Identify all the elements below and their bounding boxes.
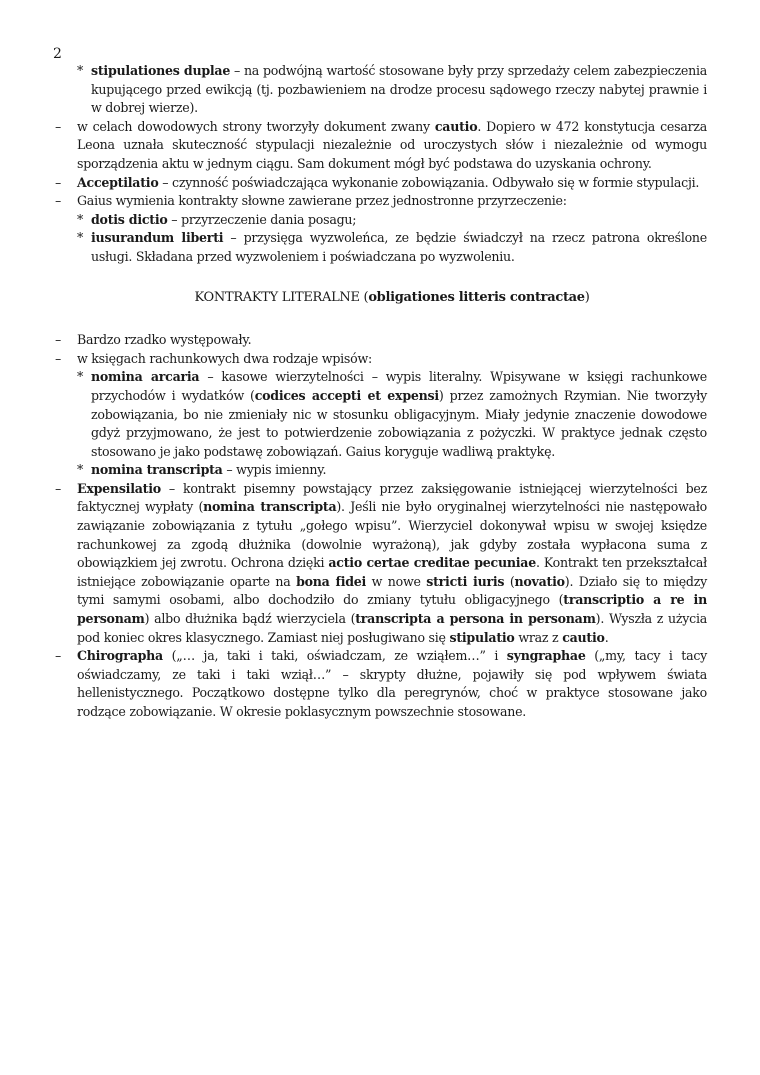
bold-term: obligationes litteris contractae bbox=[368, 289, 585, 305]
bold-term: codices accepti et expensi bbox=[254, 387, 439, 403]
bold-term: nomina transcripta bbox=[91, 462, 223, 478]
paragraph-text bbox=[91, 229, 707, 266]
bold-term: Acceptilatio bbox=[77, 174, 159, 190]
section-heading bbox=[55, 289, 707, 308]
paragraph-text bbox=[91, 368, 707, 461]
paragraph-text bbox=[77, 331, 707, 350]
text-run: ). Wyszła z użycia pod koniec okres klasycznego. Zamiast niej posługiwano się bbox=[77, 611, 708, 645]
dash-list-item bbox=[55, 647, 707, 721]
paragraph-text bbox=[77, 192, 707, 211]
sub-list-item bbox=[55, 368, 707, 461]
text-run: – przysięga wyzwoleńca, ze będzie świadczył na rzecz patrona określone usługi. Składana przed wyzwoleniem i poświadczana po wyzwoleniu. bbox=[91, 230, 707, 264]
asterisk-bullet: * bbox=[77, 369, 84, 385]
text-run: Gaius wymienia kontrakty słowne zawierane przez jednostronne przyrzeczenie: bbox=[77, 193, 567, 209]
text-run: ) przez zamożnych Rzymian. Nie tworzyły zobowiązania, bo nie zmieniały nic w stosunku obligacyjnym. Miały jedynie znaczenie dowodowe gdyż przyjmowano, że jest to potwierdzenie zobowiązania z pożyczki. W praktyce jednak często stosowano je jako podstawę zobowiązań. Gaius koryguje wadliwą praktykę. bbox=[91, 387, 707, 459]
dash-list-item bbox=[55, 192, 707, 211]
bold-term: stipulatio bbox=[449, 629, 515, 645]
text-run: ). Działo się to między tymi samymi osobami, albo dochodziło do zmiany tytułu obligacyjnego ( bbox=[77, 573, 707, 608]
text-run: ( bbox=[504, 573, 515, 589]
text-run: Bardzo rzadko występowały. bbox=[77, 332, 252, 348]
text-run: ). Jeśli nie było oryginalnej wierzytelności nie następowało zawiązanie zobowiązania z tytułu „gołego wpisu”. Wierzyciel dokonywał wpisu w swojej księdze rachunkowej za zgodą dłużnika (dowolnie wyrażoną), jak gdyby została wypłacona suma z obowiązkiem jej zwrotu. Ochrona dzięki bbox=[77, 499, 707, 571]
document-body bbox=[55, 62, 707, 722]
bold-term: Expensilatio bbox=[77, 480, 161, 496]
sub-list-item bbox=[55, 62, 707, 118]
text-run: ) bbox=[584, 289, 590, 305]
text-run: ) albo dłużnika bądź wierzyciela ( bbox=[144, 611, 356, 627]
dash-bullet: – bbox=[55, 193, 62, 209]
text-run: . Dopiero w 472 konstytucja cesarza Leona uznała skuteczność stypulacji niezależnie od uroczystych słów i niezależnie od wymogu sporządzenia aktu w jednym ciągu. Sam dokument mógł być podstawa do uzyskania ochrony. bbox=[77, 118, 707, 171]
dash-list-item bbox=[55, 118, 707, 174]
paragraph-text bbox=[91, 211, 707, 230]
text-run: . Kontrakt ten przekształcał istniejące zobowiązanie oparte na bbox=[77, 555, 707, 589]
asterisk-bullet: * bbox=[77, 230, 84, 246]
bold-term: nomina arcaria bbox=[91, 369, 200, 385]
dash-bullet: – bbox=[55, 648, 62, 664]
text-run: – przyrzeczenie dania posagu; bbox=[167, 211, 357, 227]
text-run: – czynność poświadczająca wykonanie zobowiązania. Odbywało się w formie stypulacji. bbox=[158, 174, 700, 190]
paragraph-text bbox=[91, 62, 707, 118]
bold-term: cautio bbox=[434, 118, 478, 134]
text-run: – kontrakt pisemny powstający przez zaksięgowanie istniejącej wierzytelności bez faktycznej wypłaty ( bbox=[77, 480, 707, 515]
bold-term: nomina transcripta bbox=[203, 499, 337, 515]
bold-term: Chirographa bbox=[77, 648, 163, 664]
bold-term: dotis dictio bbox=[91, 211, 168, 227]
bold-term: syngraphae bbox=[506, 648, 586, 664]
text-run: . bbox=[604, 629, 609, 645]
text-run: – kasowe wierzytelności – wypis literalny. Wpisywane w księgi rachunkowe przychodów i wydatków ( bbox=[91, 369, 707, 403]
text-run: – na podwójną wartość stosowane były przy sprzedaży celem zabezpieczenia kupującego przed ewikcją (tj. pozbawieniem na drodze procesu sądowego rzeczy nabytej prawnie i w dobrej wierze). bbox=[91, 63, 707, 116]
dash-list-item bbox=[55, 174, 707, 193]
dash-bullet: – bbox=[55, 332, 62, 348]
bold-term: novatio bbox=[514, 573, 565, 589]
paragraph-text bbox=[77, 118, 707, 174]
dash-bullet: – bbox=[55, 480, 62, 496]
bold-term: bona fidei bbox=[296, 573, 367, 589]
bold-term: stricti iuris bbox=[426, 573, 505, 589]
paragraph-text bbox=[77, 350, 707, 369]
dash-bullet: – bbox=[55, 174, 62, 190]
text-run: w celach dowodowych strony tworzyły dokument zwany bbox=[77, 118, 435, 134]
asterisk-bullet: * bbox=[77, 211, 84, 227]
paragraph-text bbox=[91, 461, 707, 480]
asterisk-bullet: * bbox=[77, 462, 84, 478]
bold-term: cautio bbox=[562, 629, 605, 645]
text-run: KONTRAKTY LITERALNE ( bbox=[194, 289, 369, 305]
dash-bullet: – bbox=[55, 118, 62, 134]
sub-list-item bbox=[55, 461, 707, 480]
text-run: – wypis imienny. bbox=[222, 462, 327, 478]
sub-list-item bbox=[55, 229, 707, 266]
paragraph-text bbox=[77, 480, 707, 647]
dash-bullet: – bbox=[55, 350, 62, 366]
asterisk-bullet: * bbox=[77, 63, 84, 78]
bold-term: transcripta a persona in personam bbox=[355, 611, 596, 627]
bold-term: stipulationes duplae bbox=[91, 63, 231, 78]
text-run: („my, tacy i tacy oświadczamy, ze taki i taki wziął…” – skrypty dłużne, pojawiły się pod wpływem świata hellenistycznego. Początkowo dostępne tylko dla peregrynów, choć w praktyce stosowane jako rodzące zobowiązanie. W okresie poklasycznym powszechnie stosowane. bbox=[77, 648, 708, 719]
paragraph-text bbox=[194, 290, 589, 305]
paragraph-text bbox=[77, 647, 707, 721]
bold-term: actio certae creditae pecuniae bbox=[328, 555, 536, 571]
bold-term: iusurandum liberti bbox=[91, 230, 224, 246]
page-number: 2 bbox=[53, 46, 62, 62]
text-run: („… ja, taki i taki, oświadczam, ze wziąłem…” i bbox=[162, 648, 507, 664]
paragraph-text bbox=[77, 174, 707, 193]
text-run: w księgach rachunkowych dwa rodzaje wpisów: bbox=[77, 350, 372, 366]
bold-term: transcriptio a re in personam bbox=[77, 592, 707, 627]
dash-list-item bbox=[55, 350, 707, 369]
dash-list-item bbox=[55, 480, 707, 647]
sub-list-item bbox=[55, 211, 707, 230]
dash-list-item bbox=[55, 331, 707, 350]
text-run: w nowe bbox=[366, 573, 427, 589]
text-run: wraz z bbox=[514, 629, 563, 645]
